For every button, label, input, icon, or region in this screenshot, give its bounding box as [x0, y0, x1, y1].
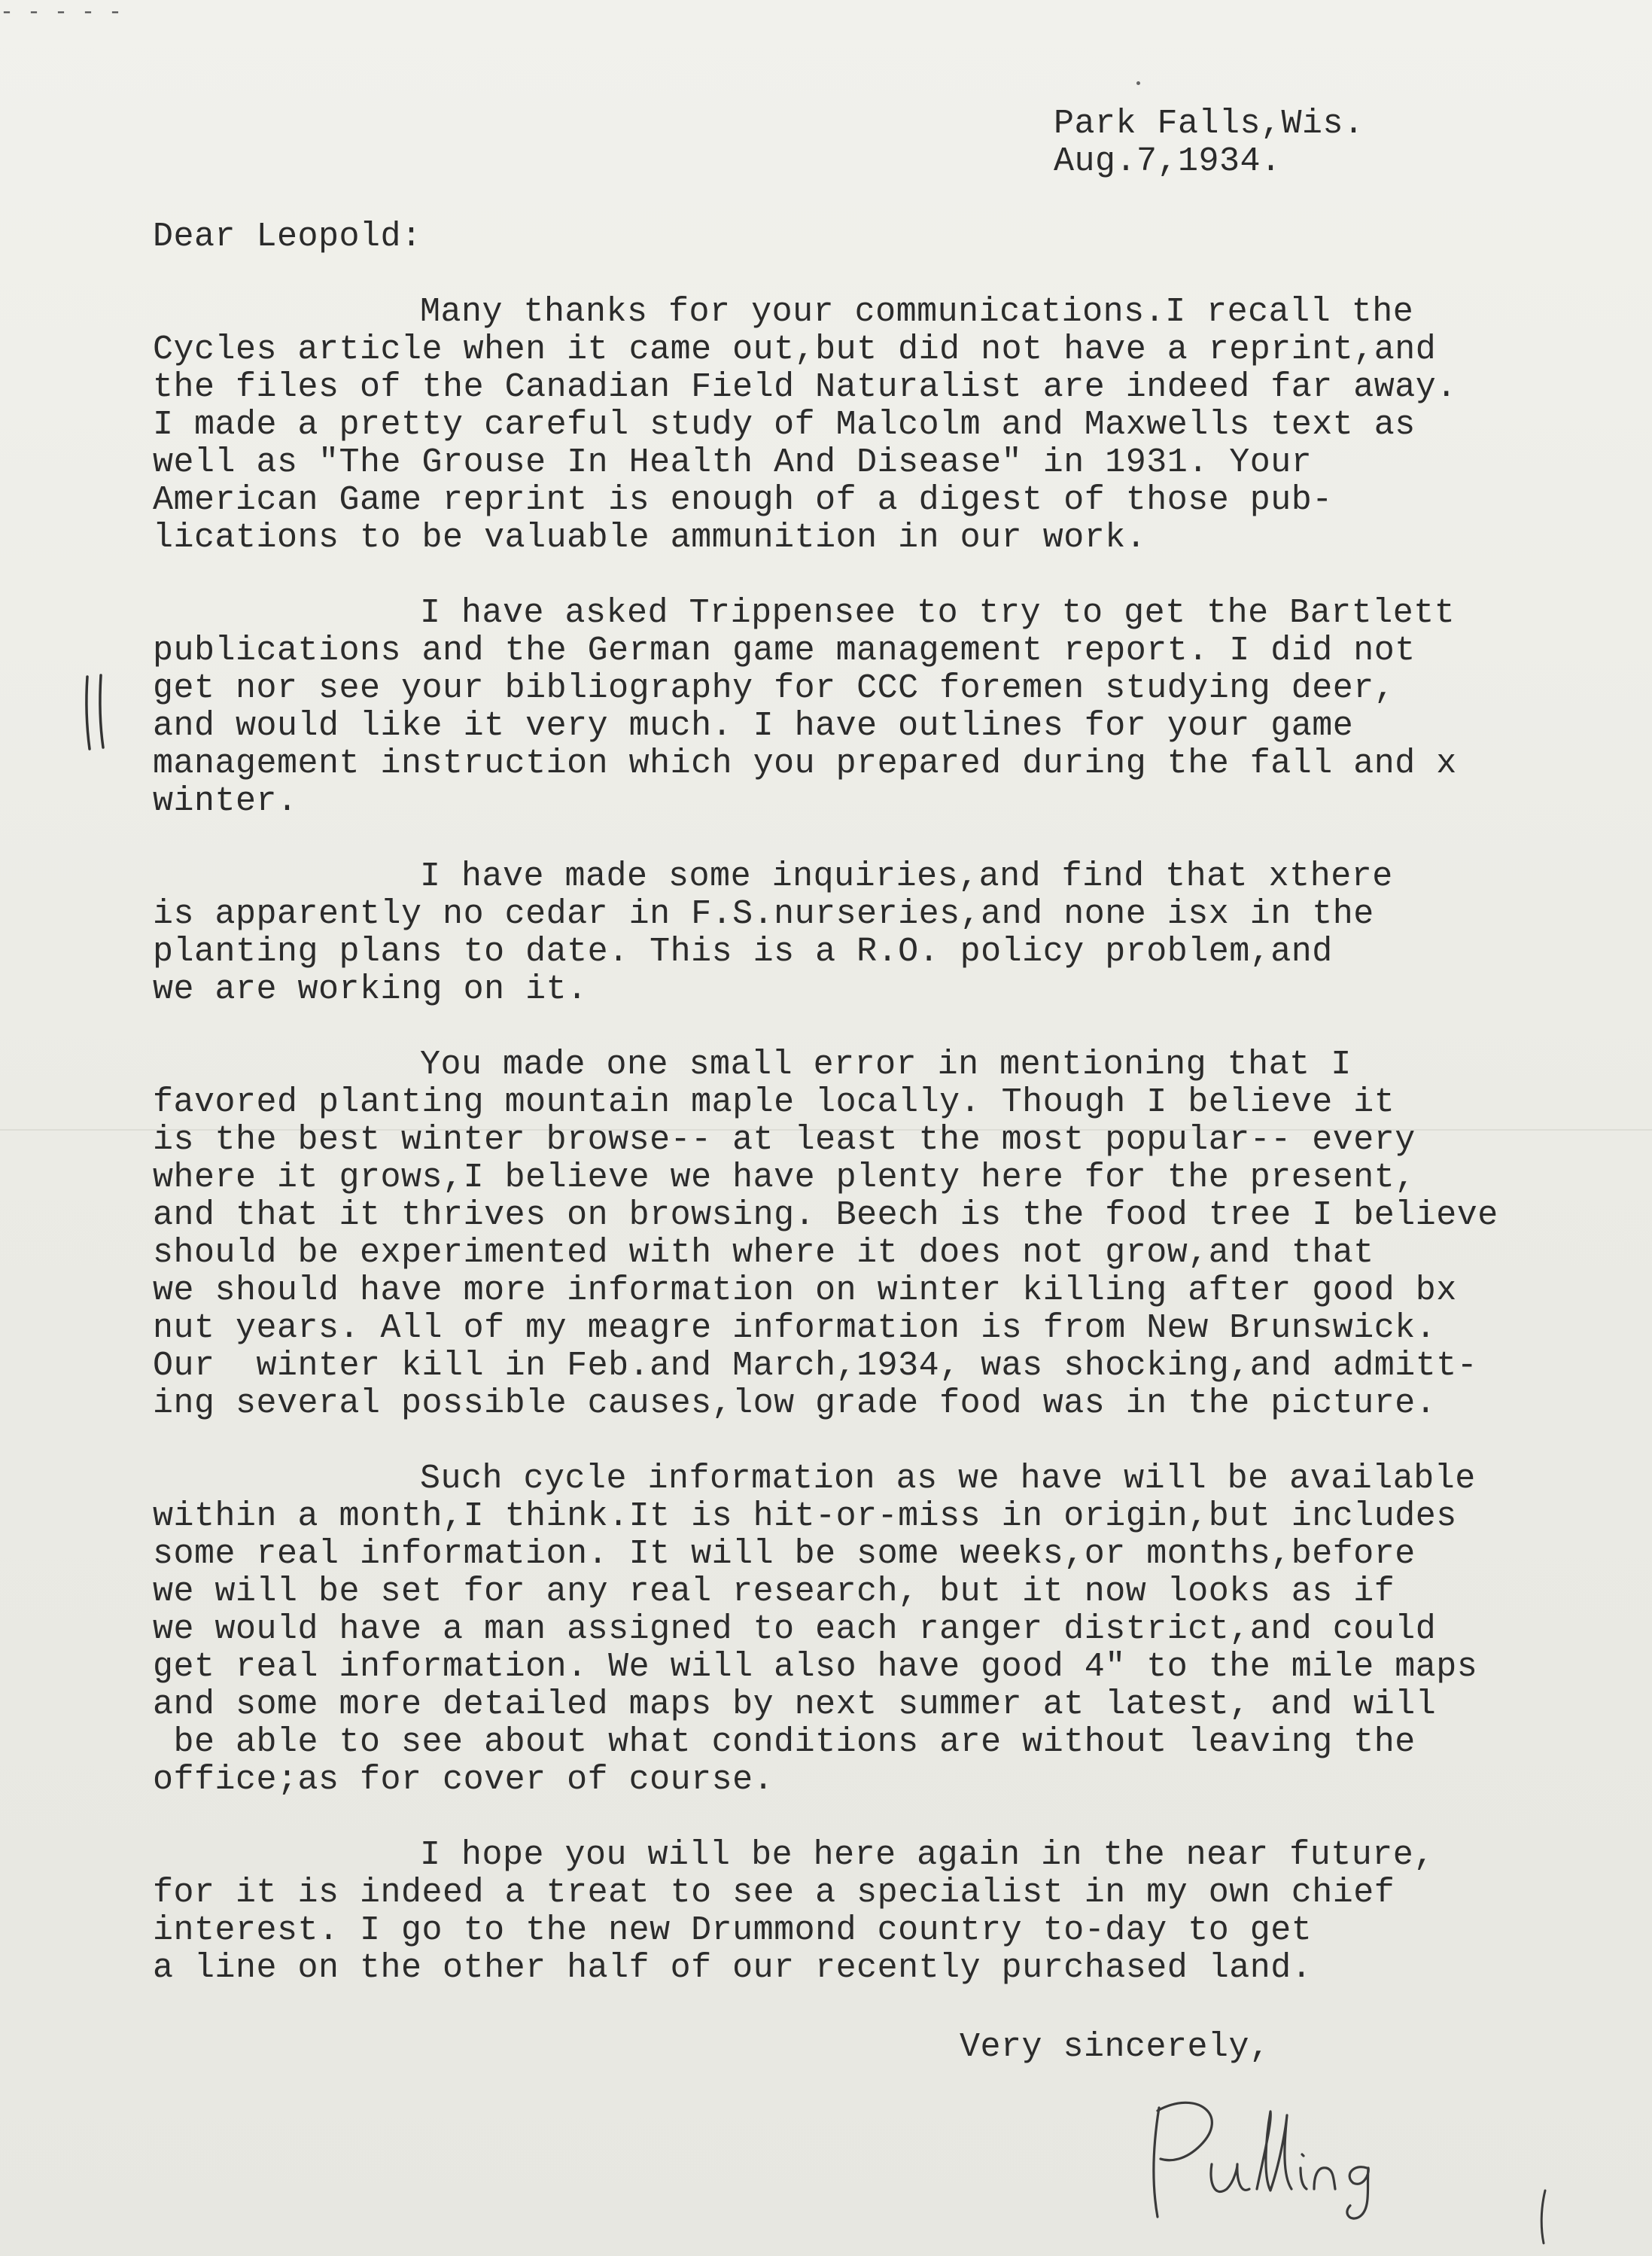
body-line: we are working on it. — [153, 970, 588, 1009]
body-line: nut years. All of my meagre information is from New Brunswick. — [153, 1309, 1437, 1347]
body-line: be able to see about what conditions are without leaving the — [153, 1723, 1416, 1761]
body-line: where it grows,I believe we have plenty here for the present, — [153, 1158, 1416, 1197]
body-line: publications and the German game management report. I did not — [153, 632, 1416, 670]
body-line: a line on the other half of our recently purchased land. — [153, 1949, 1313, 1987]
body-line: should be experimented with where it does not grow,and that — [153, 1234, 1374, 1272]
body-line: American Game reprint is enough of a digest of those pub- — [153, 481, 1333, 519]
body-line: we would have a man assigned to each ranger district,and could — [153, 1610, 1437, 1649]
body-line: I have asked Trippensee to try to get the Bartlett — [420, 594, 1456, 632]
handwritten-signature — [1136, 2093, 1483, 2224]
body-line: the files of the Canadian Field Naturalist are indeed far away. — [153, 368, 1457, 406]
body-line: within a month,I think.It is hit-or-miss in origin,but includes — [153, 1497, 1457, 1536]
body-line: I made a pretty careful study of Malcolm and Maxwells text as — [153, 406, 1416, 444]
body-line: office;as for cover of course. — [153, 1761, 774, 1799]
body-line: for it is indeed a treat to see a specialist in my own chief — [153, 1874, 1395, 1912]
body-line: Many thanks for your communications.I recall the — [420, 293, 1414, 331]
body-line: and some more detailed maps by next summer at latest, and will — [153, 1685, 1437, 1724]
body-line: is apparently no cedar in F.S.nurseries,and none isx in the — [153, 895, 1374, 933]
ink-mark-icon — [1532, 2187, 1554, 2247]
body-line: get real information. We will also have good 4" to the mile maps — [153, 1648, 1478, 1686]
body-line: and that it thrives on browsing. Beech is the food tree I believe — [153, 1196, 1498, 1235]
body-line: lications to be valuable ammunition in our work. — [153, 519, 1147, 557]
body-line: Cycles article when it came out,but did not have a reprint,and — [153, 330, 1437, 369]
letter-date: Aug.7,1934. — [1054, 142, 1282, 181]
body-line: ing several possible causes,low grade food was in the picture. — [153, 1384, 1437, 1423]
margin-mark-icon — [80, 674, 110, 753]
corner-mark: - - - - - — [0, 0, 123, 26]
letter-place: Park Falls,Wis. — [1054, 105, 1364, 143]
body-line: well as "The Grouse In Health And Disease" in 1931. Your — [153, 443, 1313, 482]
body-line: some real information. It will be some weeks,or months,before — [153, 1535, 1416, 1573]
body-line: we will be set for any real research, but it now looks as if — [153, 1573, 1395, 1611]
salutation: Dear Leopold: — [153, 218, 422, 256]
body-line: is the best winter browse-- at least the most popular-- every — [153, 1121, 1416, 1159]
body-line: Our winter kill in Feb.and March,1934, was shocking,and admitt- — [153, 1347, 1478, 1385]
body-line: interest. I go to the new Drummond country to-day to get — [153, 1911, 1313, 1950]
body-line: favored planting mountain maple locally. Though I believe it — [153, 1083, 1395, 1122]
body-line: management instruction which you prepared during the fall and x — [153, 744, 1457, 783]
body-line: I hope you will be here again in the near future, — [420, 1836, 1434, 1874]
body-line: we should have more information on winter killing after good bx — [153, 1271, 1457, 1310]
body-line: planting plans to date. This is a R.O. policy problem,and — [153, 933, 1333, 971]
body-line: Such cycle information as we have will be available — [420, 1460, 1476, 1498]
body-line: I have made some inquiries,and find that xthere — [420, 857, 1393, 896]
body-line: winter. — [153, 782, 298, 821]
closing: Very sincerely, — [960, 2028, 1270, 2066]
body-line: get nor see your bibliography for CCC foremen studying deer, — [153, 669, 1395, 708]
ink-dot — [1136, 81, 1140, 85]
body-line: and would like it very much. I have outlines for your game — [153, 707, 1354, 745]
body-line: You made one small error in mentioning that I — [420, 1046, 1352, 1084]
